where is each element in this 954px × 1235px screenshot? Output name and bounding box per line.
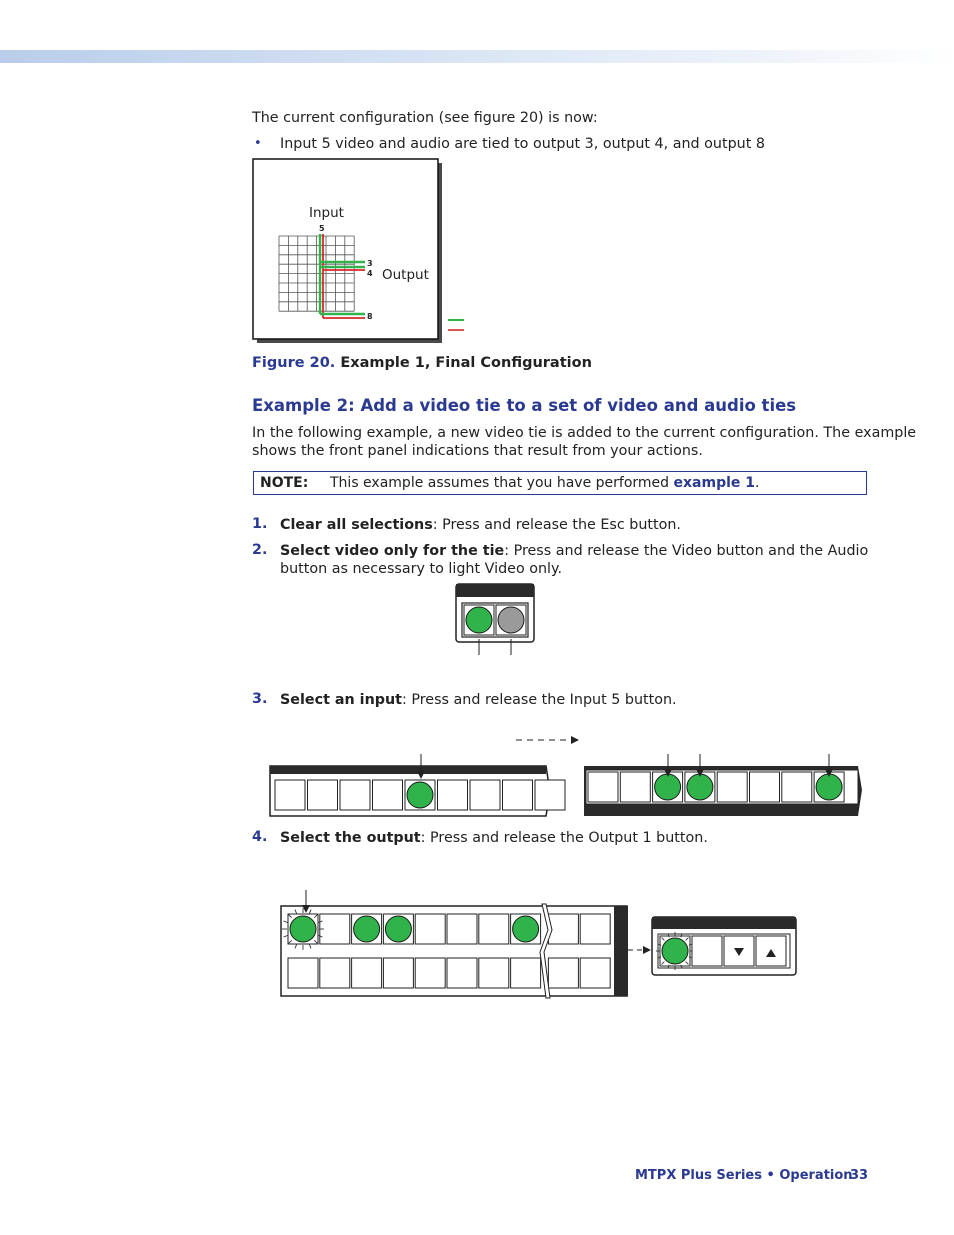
step-3-title: Select an input	[280, 692, 403, 708]
output-button-led	[655, 774, 681, 800]
input-button[interactable]	[373, 780, 403, 810]
panel-button[interactable]	[415, 958, 445, 988]
video-audio-button-panel	[455, 583, 537, 655]
video-button-led	[466, 607, 492, 633]
input-output-panel-illustration	[266, 732, 866, 820]
step-4-text	[280, 829, 708, 847]
main-panel-edge	[614, 906, 628, 996]
enter-button-led	[662, 938, 688, 964]
panel-button-led	[290, 916, 316, 942]
step-1-text	[280, 516, 681, 534]
output-button[interactable]	[782, 772, 812, 802]
audio-button-led	[498, 607, 524, 633]
output-button[interactable]	[620, 772, 650, 802]
output-selection-illustration	[278, 890, 800, 1000]
step-1-title: Clear all selections	[280, 517, 433, 533]
panel-button[interactable]	[479, 958, 509, 988]
input-label: Input	[309, 205, 344, 221]
paragraph-line-1: In the following example, a new video tie is added to the current configuration. The example	[252, 425, 917, 441]
output-label: Output	[382, 267, 429, 283]
panel-button[interactable]	[580, 958, 610, 988]
panel-header	[456, 584, 534, 597]
section-heading: Example 2: Add a video tie to a set of video and audio ties	[252, 396, 797, 415]
step-2-title: Select video only for the tie	[280, 543, 505, 559]
footer-title: MTPX Plus Series • Operation	[635, 1168, 853, 1183]
note-end: .	[755, 475, 760, 491]
panel-button[interactable]	[580, 914, 610, 944]
figure-frame	[253, 159, 438, 339]
input-panel-header	[270, 766, 546, 774]
step-4-body: : Press and release the Output 1 button.	[420, 830, 708, 846]
input-button[interactable]	[340, 780, 370, 810]
panel-button[interactable]	[415, 914, 445, 944]
step-4-number: 4.	[252, 829, 268, 845]
figure-20-diagram	[252, 158, 472, 348]
panel-button[interactable]	[447, 914, 477, 944]
panel-button[interactable]	[352, 958, 382, 988]
input-button[interactable]	[275, 780, 305, 810]
panel-button[interactable]	[479, 914, 509, 944]
output-button-led	[687, 774, 713, 800]
output-button[interactable]	[717, 772, 747, 802]
step-3-body: : Press and release the Input 5 button.	[402, 692, 677, 708]
input-button-row	[275, 780, 565, 810]
paragraph-line-2: shows the front panel indications that result from your actions.	[252, 443, 703, 459]
panel-button-led	[513, 916, 539, 942]
step-1-number: 1.	[252, 516, 268, 532]
input-button[interactable]	[503, 780, 533, 810]
input-button[interactable]	[308, 780, 338, 810]
control-panel-header	[652, 917, 796, 929]
step-3-number: 3.	[252, 691, 268, 707]
header-bar	[0, 50, 954, 63]
step-2-number: 2.	[252, 542, 268, 558]
note-text	[330, 475, 759, 491]
panel-button[interactable]	[383, 958, 413, 988]
bullet-text: Input 5 video and audio are tied to output 3, output 4, and output 8	[280, 136, 765, 152]
output-number-3: 3	[367, 259, 373, 268]
figure-20-label: Figure 20.	[252, 355, 336, 371]
input-button[interactable]	[470, 780, 500, 810]
output-number-8: 8	[367, 312, 373, 321]
bullet-icon: •	[254, 136, 262, 151]
panel-button[interactable]	[320, 958, 350, 988]
output-button[interactable]	[750, 772, 780, 802]
input-button[interactable]	[438, 780, 468, 810]
panel-button-led	[354, 916, 380, 942]
output-button[interactable]	[588, 772, 618, 802]
page-number: 33	[850, 1168, 869, 1183]
step-2-text-line-2: button as necessary to light Video only.	[280, 561, 562, 577]
input-button[interactable]	[535, 780, 565, 810]
panel-button[interactable]	[447, 958, 477, 988]
panel-button[interactable]	[548, 958, 578, 988]
figure-20-caption	[252, 355, 592, 371]
input-number-5: 5	[319, 224, 325, 233]
step-2-text	[280, 542, 868, 560]
step-3-text	[280, 691, 677, 709]
output-number-4: 4	[367, 269, 373, 278]
output-button-led	[816, 774, 842, 800]
step-2-body: : Press and release the Video button and the Audio	[504, 543, 869, 559]
panel-button[interactable]	[288, 958, 318, 988]
intro-text: The current configuration (see figure 20) is now:	[252, 110, 598, 126]
input-5-led	[407, 782, 433, 808]
panel-button-led	[385, 916, 411, 942]
figure-20-title: Example 1, Final Configuration	[340, 355, 592, 371]
example-1-link[interactable]: example 1	[673, 475, 756, 491]
panel-button[interactable]	[320, 914, 350, 944]
note-body: This example assumes that you have performed	[330, 475, 674, 491]
panel-button[interactable]	[511, 958, 541, 988]
step-4-title: Select the output	[280, 830, 421, 846]
panel-button[interactable]	[548, 914, 578, 944]
blank-button[interactable]	[692, 936, 722, 966]
note-label: NOTE:	[260, 475, 309, 491]
step-1-body: : Press and release the Esc button.	[432, 517, 681, 533]
note-box	[253, 471, 867, 495]
